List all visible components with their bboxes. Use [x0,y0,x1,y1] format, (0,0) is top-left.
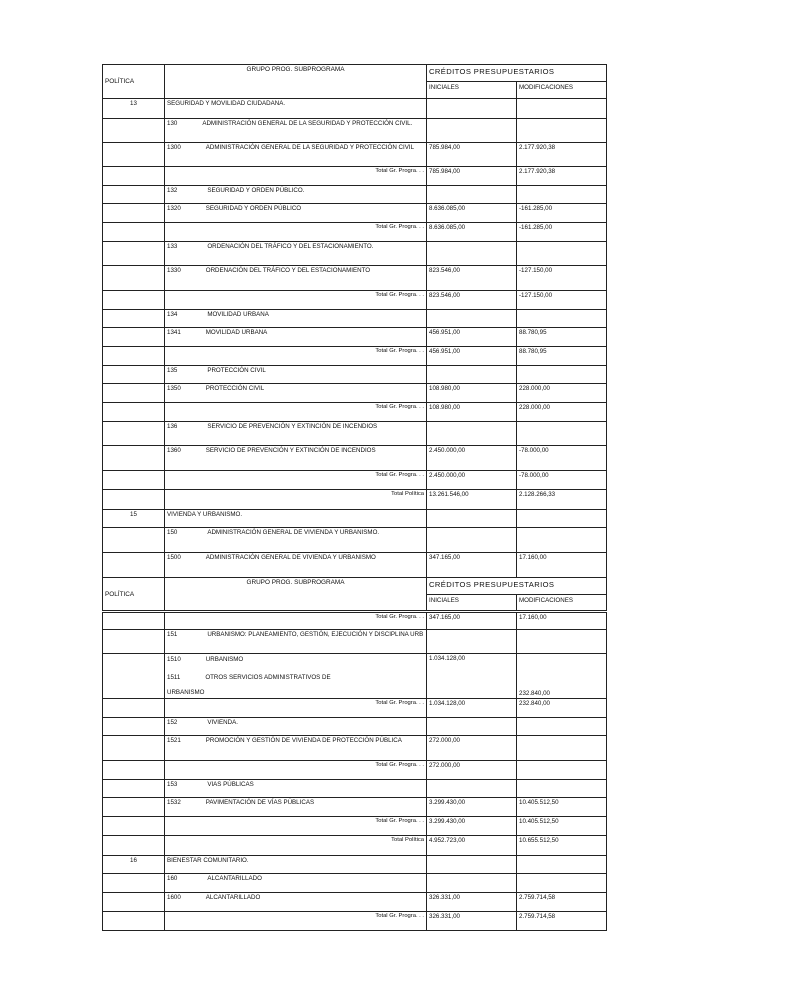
description-cell [165,204,427,223]
iniciales-cell: 272.000,00 [427,736,517,761]
iniciales-cell: 823.546,00 [427,266,517,291]
description-cell [165,242,427,266]
table-row [103,403,607,422]
description-cell [165,143,427,167]
subprogram-code: 1320 [167,205,181,212]
iniciales-cell: 3.299.430,00 [427,798,517,817]
table-row [103,223,607,242]
politica-cell [103,817,165,836]
iniciales-cell [427,99,517,119]
description-cell [165,384,427,403]
table-row [103,798,607,817]
politica-cell [103,736,165,761]
modificaciones-cell [517,186,607,204]
header-grupo: GRUPO PROG. SUBPROGRAMA [165,65,427,99]
subprogram-code: 1360 [167,447,181,454]
iniciales-cell: 1.034.128,00 [427,699,517,718]
iniciales-cell: 1.034.128,00 [427,654,517,699]
subprogram-label: OTROS SERVICIOS ADMINISTRATIVOS DE [205,674,331,681]
iniciales-cell: 326.331,00 [427,912,517,931]
iniciales-cell: 2.450.000,00 [427,471,517,490]
description-cell [165,874,427,893]
iniciales-cell: 2.450.000,00 [427,446,517,471]
total-label: Total Gr. Progra. . . [165,612,427,630]
total-label: Total Gr. Progra. . . [165,817,427,836]
politica-cell [103,347,165,366]
iniciales-cell: 456.951,00 [427,347,517,366]
modificaciones-cell: 2.177.920,38 [517,143,607,167]
politica-cell [103,204,165,223]
header-creditos: CRÉDITOS PRESUPUESTARIOS [427,65,607,82]
iniciales-cell: 4.952.723,00 [427,836,517,856]
total-label: Total Gr. Progra. . . [165,912,427,931]
group-label: ORDENACIÓN DEL TRÁFICO Y DEL ESTACIONAMIENTO. [207,243,374,250]
politica-cell [103,167,165,186]
group-label: ADMINISTRACIÓN GENERAL DE VIVIENDA Y URBANISMO. [207,529,380,536]
group-code: 132 [167,187,178,194]
table-row [103,204,607,223]
modificaciones-cell: 17.160,00 [517,612,607,630]
iniciales-cell [427,186,517,204]
total-politica-label: Total Política [165,490,427,510]
total-label: Total Gr. Progra. . . [165,403,427,422]
iniciales-cell: 8.636.085,00 [427,223,517,242]
modificaciones-cell: 10.405.512,50 [517,817,607,836]
group-label: ADMINISTRACIÓN GENERAL DE LA SEGURIDAD Y PROTECCIÓN CIVIL. [202,120,413,127]
description-cell [165,718,427,736]
group-code: 136 [167,423,178,430]
table-row [103,893,607,912]
subprogram-code: 1511 [167,674,181,681]
subprogram-code: 1330 [167,267,181,274]
table-row [103,912,607,931]
description-cell: SEGURIDAD Y MOVILIDAD CIUDADANA. [165,99,427,119]
politica-cell [103,266,165,291]
total-label: Total Gr. Progra. . . [165,761,427,780]
table-row [103,856,607,874]
politica-cell [103,403,165,422]
modificaciones-cell: -127.150,00 [517,291,607,310]
modificaciones-cell [517,856,607,874]
iniciales-cell: 8.636.085,00 [427,204,517,223]
total-politica-label: Total Política [165,836,427,856]
politica-cell [103,699,165,718]
description-cell [165,446,427,471]
subprogram-label: ADMINISTRACIÓN GENERAL DE VIVIENDA Y URBANISMO [205,554,376,561]
subprogram-code: 1510 [167,656,181,663]
description-cell [165,736,427,761]
subprogram-label: ORDENACIÓN DEL TRÁFICO Y DEL ESTACIONAMIENTO [205,267,371,274]
table-row [103,119,607,143]
group-label: URBANISMO: PLANEAMIENTO, GESTIÓN, EJECUCIÓN Y DISCIPLINA URB [207,631,424,638]
subprogram-label-cont: URBANISMO [167,689,205,696]
subprogram-label: SERVICIO DE PREVENCIÓN Y EXTINCIÓN DE INCENDIOS [205,447,376,454]
iniciales-cell: 785.984,00 [427,167,517,186]
iniciales-cell [427,510,517,528]
group-code: 130 [167,120,178,127]
description-cell: BIENESTAR COMUNITARIO. [165,856,427,874]
iniciales-cell [427,780,517,798]
table-row [103,874,607,893]
description-cell [165,366,427,384]
total-label: Total Gr. Progra. . . [165,699,427,718]
iniciales-cell: 785.984,00 [427,143,517,167]
description-cell [165,310,427,328]
modificaciones-cell: 2.177.920,38 [517,167,607,186]
iniciales-cell: 347.165,00 [427,612,517,630]
modificaciones-cell [517,761,607,780]
table-row [103,422,607,446]
subprogram-label: URBANISMO [205,656,244,663]
iniciales-cell: 3.299.430,00 [427,817,517,836]
header-modificaciones: MODIFICACIONES [517,82,607,99]
table-row [103,510,607,528]
group-label: MOVILIDAD URBANA [207,311,269,318]
modificaciones-cell [517,874,607,893]
table-row [103,167,607,186]
politica-cell [103,553,165,578]
table-row [103,654,607,699]
modificaciones-cell [517,119,607,143]
group-code: 134 [167,311,178,318]
modificaciones-cell: 88.780,95 [517,328,607,347]
politica-cell [103,310,165,328]
header-grupo: GRUPO PROG. SUBPROGRAMA [165,578,427,612]
table-row [103,99,607,119]
politica-cell [103,291,165,310]
description-cell [165,798,427,817]
modificaciones-cell [517,780,607,798]
politica-cell: 16 [103,856,165,874]
group-code: 160 [167,875,178,882]
table-row [103,528,607,553]
iniciales-cell: 272.000,00 [427,761,517,780]
iniciales-cell [427,528,517,553]
table-row [103,736,607,761]
iniciales-cell [427,422,517,446]
table-row [103,266,607,291]
group-label: VIAS PÚBLICAS [207,781,254,788]
table-row [103,553,607,578]
subprogram-label: PROTECCIÓN CIVIL [205,385,265,392]
table-row [103,718,607,736]
table-row [103,242,607,266]
table-row [103,630,607,654]
modificaciones-cell: 10.405.512,50 [517,798,607,817]
total-label: Total Gr. Progra. . . [165,291,427,310]
description-cell [165,119,427,143]
iniciales-cell [427,366,517,384]
table-row [103,143,607,167]
header-politica: POLÍTICA [103,65,165,99]
modificaciones-cell [517,630,607,654]
politica-cell [103,384,165,403]
table-row [103,490,607,510]
iniciales-cell: 326.331,00 [427,893,517,912]
description-cell [165,186,427,204]
description-cell [165,266,427,291]
subprogram-code: 1600 [167,894,181,901]
total-label: Total Gr. Progra. . . [165,223,427,242]
table-row [103,699,607,718]
politica-cell [103,446,165,471]
table-row [103,328,607,347]
modificaciones-cell: 2.759.714,58 [517,893,607,912]
modificaciones-cell: -78.000,00 [517,446,607,471]
modificaciones-cell: 228.000,00 [517,403,607,422]
subprogram-code: 1300 [167,144,181,151]
politica-cell: 15 [103,510,165,528]
description-cell [165,422,427,446]
group-label: SERVICIO DE PREVENCIÓN Y EXTINCIÓN DE INCENDIOS [207,423,378,430]
politica-cell [103,761,165,780]
modificaciones-cell [517,510,607,528]
modificaciones-cell: 2.128.266,33 [517,490,607,510]
subprogram-label: PAVIMENTACIÓN DE VÍAS PÚBLICAS [205,799,315,806]
subprogram-label: ADMINISTRACIÓN GENERAL DE LA SEGURIDAD Y PROTECCIÓN CIVIL [205,144,415,151]
modificaciones-cell: 2.759.714,58 [517,912,607,931]
description-cell [165,328,427,347]
subprogram-code: 1500 [167,554,181,561]
description-cell [165,553,427,578]
modificaciones-cell: 10.655.512,50 [517,836,607,856]
subprogram-code: 1350 [167,385,181,392]
modificaciones-cell [517,528,607,553]
total-label: Total Gr. Progra. . . [165,471,427,490]
table-row [103,836,607,856]
modificaciones-cell: 228.000,00 [517,384,607,403]
politica-cell [103,471,165,490]
modificaciones-cell: -161.285,00 [517,204,607,223]
politica-cell [103,119,165,143]
group-code: 150 [167,529,178,536]
budget-table [102,64,607,931]
modificaciones-cell [517,242,607,266]
politica-cell [103,143,165,167]
politica-cell [103,893,165,912]
description-cell [165,528,427,553]
header-creditos: CRÉDITOS PRESUPUESTARIOS [427,578,607,595]
group-label: ALCANTARILLADO [207,875,262,882]
group-code: 151 [167,631,178,638]
iniciales-cell [427,874,517,893]
modificaciones-cell [517,366,607,384]
politica-cell [103,654,165,699]
politica-cell [103,366,165,384]
subprogram-label: PROMOCIÓN Y GESTIÓN DE VIVIENDA DE PROTECCIÓN PÚBLICA [205,737,402,744]
group-code: 153 [167,781,178,788]
table-row [103,366,607,384]
group-label: PROTECCIÓN CIVIL [207,367,266,374]
iniciales-cell: 823.546,00 [427,291,517,310]
total-label: Total Gr. Progra. . . [165,167,427,186]
header-modificaciones: MODIFICACIONES [517,595,607,612]
group-label: SEGURIDAD Y ORDEN PÚBLICO. [207,187,305,194]
iniciales-cell: 456.951,00 [427,328,517,347]
group-label: VIVIENDA. [207,719,238,726]
iniciales-cell: 347.165,00 [427,553,517,578]
table-row [103,612,607,630]
modificaciones-cell: -127.150,00 [517,266,607,291]
politica-cell [103,528,165,553]
table-row [103,446,607,471]
table-row [103,291,607,310]
iniciales-cell [427,718,517,736]
politica-cell [103,186,165,204]
politica-cell [103,836,165,856]
group-code: 152 [167,719,178,726]
table-row [103,817,607,836]
politica-cell [103,490,165,510]
modificaciones-cell [517,718,607,736]
modificaciones-cell [517,99,607,119]
modificaciones-cell [517,310,607,328]
iniciales-cell [427,856,517,874]
politica-cell: 13 [103,99,165,119]
politica-cell [103,718,165,736]
description-cell [165,893,427,912]
description-cell [165,654,427,699]
politica-cell [103,912,165,931]
modificaciones-cell: -78.000,00 [517,471,607,490]
iniciales-cell [427,119,517,143]
table-row [103,347,607,366]
modificaciones-cell: 88.780,95 [517,347,607,366]
politica-cell [103,630,165,654]
description-cell: VIVIENDA Y URBANISMO. [165,510,427,528]
politica-cell [103,328,165,347]
politica-cell [103,612,165,630]
table-row [103,761,607,780]
modificaciones-cell: 232.840,00 [517,654,607,699]
modificaciones-cell [517,422,607,446]
group-code: 135 [167,367,178,374]
subprogram-label: ALCANTARILLADO [205,894,261,901]
header-iniciales: INICIALES [427,82,517,99]
politica-cell [103,780,165,798]
iniciales-cell [427,630,517,654]
modificaciones-cell: -161.285,00 [517,223,607,242]
politica-cell [103,874,165,893]
iniciales-cell [427,242,517,266]
politica-cell [103,223,165,242]
header-politica: POLÍTICA [103,578,165,612]
subprogram-label: SEGURIDAD Y ORDEN PÚBLICO [205,205,302,212]
table-row [103,186,607,204]
description-cell [165,630,427,654]
iniciales-cell [427,310,517,328]
description-cell [165,780,427,798]
politica-cell [103,798,165,817]
subprogram-code: 1341 [167,329,181,336]
group-code: 133 [167,243,178,250]
iniciales-cell: 13.261.546,00 [427,490,517,510]
iniciales-cell: 108.980,00 [427,403,517,422]
table-row [103,471,607,490]
politica-cell [103,422,165,446]
subprogram-code: 1532 [167,799,181,806]
modificaciones-cell: 232.840,00 [517,699,607,718]
modificaciones-cell [517,736,607,761]
table-row [103,780,607,798]
politica-cell [103,242,165,266]
total-label: Total Gr. Progra. . . [165,347,427,366]
subprogram-label: MOVILIDAD URBANA [205,329,268,336]
modificaciones-cell: 17.160,00 [517,553,607,578]
header-iniciales: INICIALES [427,595,517,612]
subprogram-code: 1521 [167,737,181,744]
table-row [103,384,607,403]
iniciales-cell: 108.980,00 [427,384,517,403]
table-row [103,310,607,328]
